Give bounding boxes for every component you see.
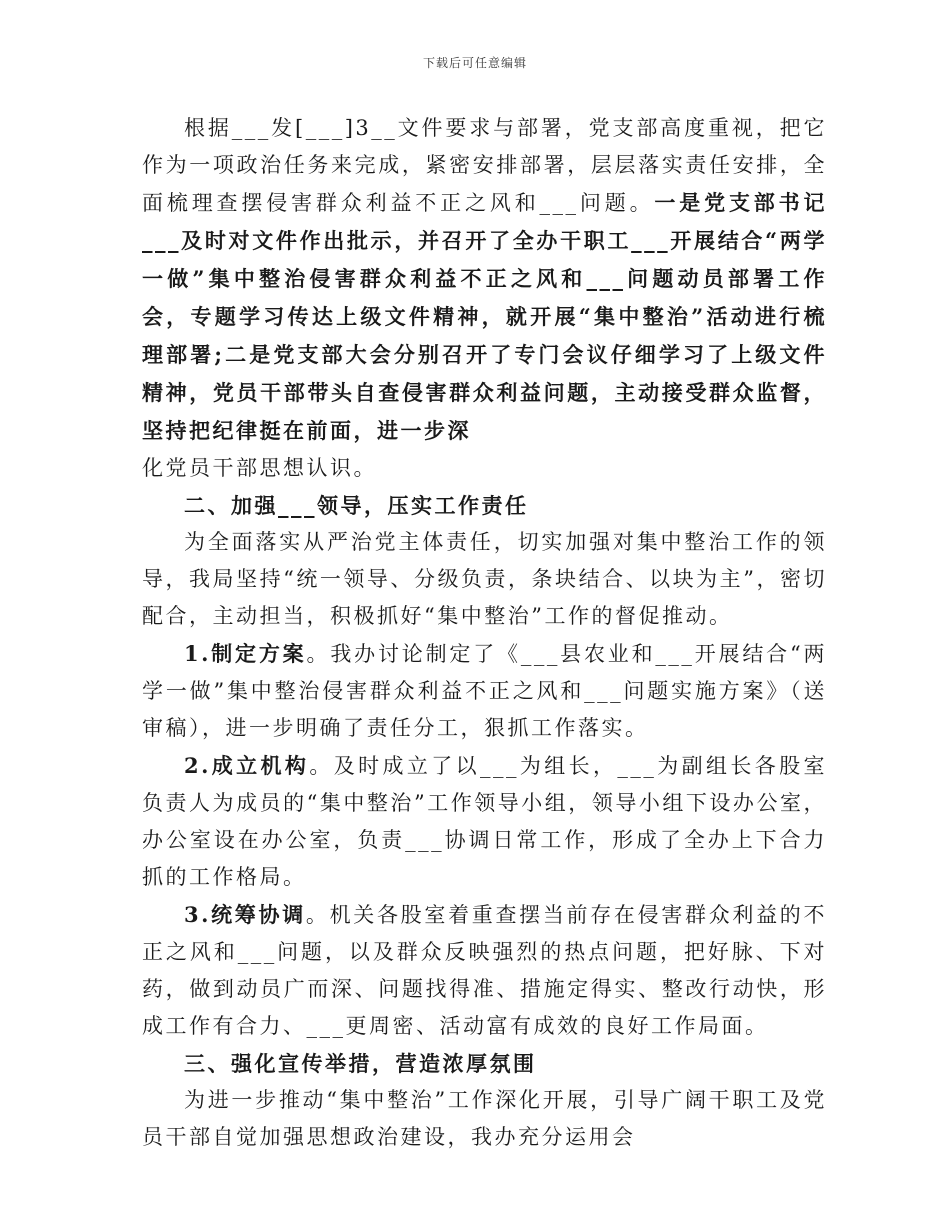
paragraph-6: 为进一步推动“集中整治”工作深化开展，引导广阔干职工及党员干部自觉加强思想政治建设，我办充分运用会 (142, 1088, 827, 1149)
paragraph-1 (142, 110, 827, 487)
item-2-label: 2.成立机构 (184, 753, 310, 778)
item-3-text: 。机关各股室着重查摆当前存在侵害群众利益的不正之风和___问题，以及群众反映强烈的热点问题，把好脉、下对药，做到动员广而深、问题找得准、措施定得实、整改行动快，形成工作有合力、___更周密、活动富有成效的良好工作局面。 (142, 903, 827, 1038)
paragraph-5 (142, 896, 827, 1045)
paragraph-4 (142, 747, 827, 896)
section-heading-3: 三、强化宣传举措，营造浓厚氛围 (184, 1051, 537, 1076)
item-2-text: 。及时成立了以___为组长，___为副组长各股室负责人为成员的“集中整治”工作领导小组，领导小组下设办公室，办公室设在办公室，负责___协调日常工作，形成了全办上下合力抓的工作格局。 (142, 754, 827, 889)
paragraph-2: 为全面落实从严治党主体责任，切实加强对集中整治工作的领导，我局坚持“统一领导、分级负责，条块结合、以块为主”，密切配合，主动担当，积极抓好“集中整治”工作的督促推动。 (142, 530, 827, 628)
document-body (142, 110, 827, 1156)
item-1-label: 1.制定方案 (184, 641, 307, 666)
paragraph-1-bold-text: 一是党支部书记___及时对文件作出批示，并召开了全办干职工___开展结合“两学一做”集中整治侵害群众利益不正之风和___问题动员部署工作会，专题学习传达上级文件精神，就开展“集中整治”活动进行梳理部署;二是党支部大会分别召开了专门会议仔细学习了上级文件精神，党员干部带头自查侵害群众利益问题，主动接受群众监督，坚持把纪律挺在前面，进一步深 (142, 190, 827, 443)
page-header: 下载后可任意编辑 (422, 56, 527, 70)
item-3-label: 3.统筹协调 (184, 902, 306, 927)
item-1-text: 。我办讨论制定了《___县农业和___开展结合“两学一做”集中整治侵害群众利益不正之风和___问题实施方案》（送审稿），进一步明确了责任分工，狠抓工作落实。 (142, 642, 827, 740)
section-heading-2: 二、加强___领导，压实工作责任 (184, 493, 529, 518)
paragraph-1-text: 根据___发[___]3__文件要求与部署，党支部高度重视，把它作为一项政治任务来完成，紧密安排部署，层层落实责任安排，全面梳理查摆侵害群众利益不正之风和___问题。 (142, 116, 827, 215)
paragraph-1-tail: 化党员干部思想认识。 (142, 456, 377, 480)
paragraph-3 (142, 635, 827, 747)
